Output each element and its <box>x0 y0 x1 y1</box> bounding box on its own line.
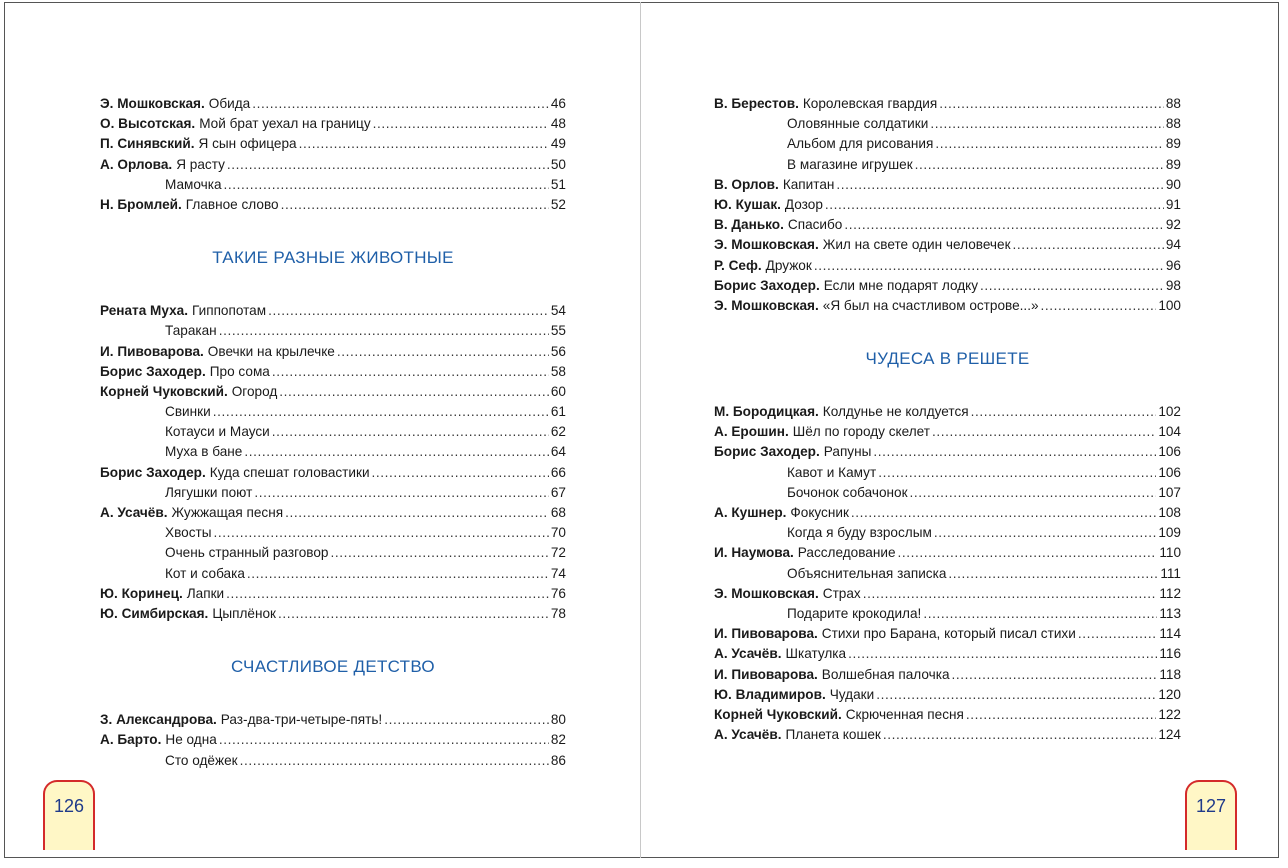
toc-entry <box>714 624 1181 644</box>
toc-title: Очень странный разговор <box>165 545 329 561</box>
toc-title: Котауси и Мауси <box>165 424 270 440</box>
toc-page-number: 110 <box>1159 545 1181 561</box>
toc-title: Огород <box>231 383 278 399</box>
toc-dot-leader <box>214 523 549 543</box>
toc-entry <box>100 382 566 402</box>
section-heading: ЧУДЕСА В РЕШЕТЕ <box>865 349 1030 369</box>
toc-entry <box>714 604 1181 624</box>
toc-entry <box>714 483 1181 503</box>
toc-author: А. Усачёв. <box>714 727 782 743</box>
toc-entry <box>714 644 1181 664</box>
toc-dot-leader <box>836 175 1163 195</box>
toc-title: Если мне подарят лодку <box>823 277 979 293</box>
toc-dot-leader <box>863 584 1158 604</box>
right-toc-column <box>714 94 1181 745</box>
toc-entry <box>100 301 566 321</box>
toc-entry <box>100 604 566 624</box>
toc-dot-leader <box>281 195 549 215</box>
toc-dot-leader <box>1078 624 1158 644</box>
toc-page-number: 64 <box>550 444 566 460</box>
toc-title: Дружок <box>765 257 812 273</box>
toc-dot-leader <box>814 256 1164 276</box>
toc-dot-leader <box>373 114 549 134</box>
toc-author: Борис Заходер. <box>100 464 206 480</box>
toc-entry <box>100 321 566 341</box>
toc-dot-leader <box>851 503 1156 523</box>
toc-author: Ю. Коринец. <box>100 585 183 601</box>
toc-page-number: 58 <box>550 363 566 379</box>
toc-author: В. Орлов. <box>714 176 779 192</box>
toc-title: Жил на свете один человечек <box>822 237 1011 253</box>
toc-dot-leader <box>910 483 1157 503</box>
toc-entry <box>100 402 566 422</box>
toc-entry <box>100 342 566 362</box>
toc-dot-leader <box>331 543 549 563</box>
toc-page-number: 78 <box>550 605 566 621</box>
toc-author: А. Усачёв. <box>714 646 782 662</box>
toc-title: Оловянные солдатики <box>787 116 929 132</box>
toc-page-number: 49 <box>550 136 566 152</box>
toc-author: И. Пивоварова. <box>714 626 818 642</box>
toc-dot-leader <box>240 751 549 771</box>
toc-entry <box>100 710 566 730</box>
toc-page-number: 76 <box>550 585 566 601</box>
toc-author: Борис Заходер. <box>714 444 820 460</box>
toc-page-number: 60 <box>550 383 566 399</box>
toc-author: А. Усачёв. <box>100 505 168 520</box>
toc-author: Ю. Владимиров. <box>714 686 826 702</box>
toc-title: Я расту <box>176 156 225 172</box>
toc-title: Сто одёжек <box>165 752 238 768</box>
toc-title: Расследование <box>797 545 896 561</box>
section-heading: ТАКИЕ РАЗНЫЕ ЖИВОТНЫЕ <box>212 248 454 268</box>
toc-page-number: 102 <box>1158 404 1181 420</box>
toc-title: Объяснительная записка <box>787 565 947 581</box>
toc-page-number: 107 <box>1158 484 1181 500</box>
toc-title: Главное слово <box>185 196 279 212</box>
toc-author: Э. Мошковская. <box>714 237 819 253</box>
toc-entry <box>714 215 1181 235</box>
toc-entry <box>100 730 566 750</box>
toc-entry <box>714 503 1181 523</box>
toc-page-number: 106 <box>1158 464 1181 480</box>
toc-entry <box>714 235 1181 255</box>
toc-entry <box>100 523 566 543</box>
toc-entry <box>714 175 1181 195</box>
toc-author: Борис Заходер. <box>714 277 820 293</box>
toc-page-number: 88 <box>1165 116 1181 132</box>
toc-page-number: 118 <box>1159 666 1181 682</box>
toc-author: Корней Чуковский. <box>714 706 842 722</box>
toc-entry <box>714 564 1181 584</box>
toc-page-number: 106 <box>1158 444 1181 460</box>
toc-page-number: 82 <box>550 732 566 748</box>
toc-page-number: 72 <box>550 545 566 561</box>
toc-dot-leader <box>252 94 549 114</box>
toc-entry <box>100 751 566 771</box>
toc-author: Ю. Симбирская. <box>100 605 209 621</box>
toc-dot-leader <box>948 564 1158 584</box>
toc-page-number: 86 <box>550 752 566 768</box>
toc-author: Корней Чуковский. <box>100 383 228 399</box>
toc-page-number: 90 <box>1165 176 1181 192</box>
toc-entry <box>714 402 1181 422</box>
toc-author: А. Барто. <box>100 732 162 748</box>
toc-dot-leader <box>372 463 549 483</box>
toc-page-number: 68 <box>550 505 566 520</box>
toc-author: Э. Мошковская. <box>714 585 819 601</box>
toc-entry <box>100 114 566 134</box>
toc-page-number: 92 <box>1165 217 1181 233</box>
toc-title: Волшебная палочка <box>821 666 950 682</box>
toc-page-number: 104 <box>1158 424 1181 440</box>
toc-page-number: 67 <box>550 484 566 500</box>
toc-entry <box>714 543 1181 563</box>
toc-dot-leader <box>244 442 549 462</box>
toc-page-number: 80 <box>550 712 566 728</box>
toc-entry <box>714 114 1181 134</box>
toc-dot-leader <box>254 483 549 503</box>
toc-dot-leader <box>384 710 549 730</box>
toc-entry <box>714 705 1181 725</box>
toc-entry <box>714 463 1181 483</box>
toc-dot-leader <box>227 155 549 175</box>
toc-page-number: 100 <box>1158 297 1181 313</box>
book-gutter <box>640 2 641 858</box>
toc-dot-leader <box>224 175 549 195</box>
toc-author: А. Кушнер. <box>714 505 787 520</box>
toc-title: Рапуны <box>823 444 872 460</box>
toc-title: Мой брат уехал на границу <box>199 116 371 132</box>
toc-dot-leader <box>883 725 1156 745</box>
toc-title: Капитан <box>782 176 835 192</box>
toc-author: Борис Заходер. <box>100 363 206 379</box>
toc-entry <box>714 296 1181 316</box>
toc-title: Колдунье не колдуется <box>822 404 969 420</box>
toc-entry <box>100 175 566 195</box>
toc-entry <box>714 725 1181 745</box>
toc-entry <box>100 155 566 175</box>
toc-page-number: 94 <box>1165 237 1181 253</box>
toc-dot-leader <box>279 382 549 402</box>
toc-entry <box>714 195 1181 215</box>
toc-page-number: 112 <box>1159 585 1181 601</box>
page-number-left: 126 <box>43 780 95 850</box>
toc-page-number: 88 <box>1165 96 1181 111</box>
toc-author: Н. Бромлей. <box>100 196 182 212</box>
toc-author: З. Александрова. <box>100 712 217 728</box>
toc-title: Королевская гвардия <box>802 96 938 111</box>
toc-page-number: 120 <box>1158 686 1181 702</box>
toc-dot-leader <box>935 134 1164 154</box>
toc-dot-leader <box>226 584 549 604</box>
toc-page-number: 74 <box>550 565 566 581</box>
toc-page-number: 122 <box>1158 706 1181 722</box>
toc-page-number: 89 <box>1165 136 1181 152</box>
toc-title: Хвосты <box>165 525 212 541</box>
toc-title: Мамочка <box>165 176 222 192</box>
toc-dot-leader <box>848 644 1157 664</box>
toc-author: Э. Мошковская. <box>100 96 205 111</box>
toc-page-number: 70 <box>550 525 566 541</box>
toc-dot-leader <box>932 422 1156 442</box>
toc-title: Цыплёнок <box>212 605 277 621</box>
toc-title: Про сома <box>209 363 270 379</box>
toc-title: Когда я буду взрослым <box>787 525 932 541</box>
toc-dot-leader <box>980 276 1164 296</box>
toc-dot-leader <box>219 730 549 750</box>
toc-author: В. Берестов. <box>714 96 799 111</box>
toc-dot-leader <box>878 463 1156 483</box>
toc-page-number: 113 <box>1159 605 1181 621</box>
toc-page-number: 124 <box>1158 727 1181 743</box>
toc-dot-leader <box>272 362 549 382</box>
toc-dot-leader <box>825 195 1164 215</box>
toc-title: Шёл по городу скелет <box>792 424 930 440</box>
toc-dot-leader <box>873 442 1156 462</box>
toc-page-number: 50 <box>550 156 566 172</box>
toc-title: Кот и собака <box>165 565 245 581</box>
toc-author: М. Бородицкая. <box>714 404 819 420</box>
toc-entry <box>100 134 566 154</box>
left-toc-column <box>100 94 566 771</box>
toc-page-number: 96 <box>1165 257 1181 273</box>
toc-entry <box>714 523 1181 543</box>
toc-title: Планета кошек <box>785 727 881 743</box>
toc-title: Альбом для рисования <box>787 136 934 152</box>
toc-page-number: 48 <box>550 116 566 132</box>
toc-title: Гиппопотам <box>192 303 267 319</box>
toc-page-number: 46 <box>550 96 566 111</box>
toc-entry <box>100 195 566 215</box>
toc-title: Свинки <box>165 404 211 420</box>
toc-title: Спасибо <box>787 217 843 233</box>
toc-dot-leader <box>285 503 549 523</box>
page-number-right: 127 <box>1185 780 1237 850</box>
toc-dot-leader <box>934 523 1156 543</box>
toc-title: Чудаки <box>829 686 875 702</box>
toc-page-number: 114 <box>1159 626 1181 642</box>
toc-entry <box>714 256 1181 276</box>
toc-author: Р. Сеф. <box>714 257 762 273</box>
toc-title: Овечки на крылечке <box>207 343 335 359</box>
toc-entry <box>100 94 566 114</box>
toc-dot-leader <box>952 665 1158 685</box>
toc-page-number: 55 <box>550 323 566 339</box>
toc-entry <box>100 422 566 442</box>
toc-entry <box>100 503 566 523</box>
toc-page-number: 111 <box>1160 565 1181 581</box>
toc-dot-leader <box>337 342 549 362</box>
toc-dot-leader <box>930 114 1164 134</box>
toc-entry <box>714 276 1181 296</box>
toc-entry <box>714 422 1181 442</box>
toc-dot-leader <box>1041 296 1157 316</box>
toc-title: Шкатулка <box>785 646 847 662</box>
toc-author: И. Наумова. <box>714 545 794 561</box>
toc-title: Страх <box>822 585 861 601</box>
toc-title: Стихи про Барана, который писал стихи <box>821 626 1076 642</box>
toc-dot-leader <box>923 604 1157 624</box>
toc-title: Муха в бане <box>165 444 243 460</box>
toc-entry <box>714 155 1181 175</box>
toc-title: Таракан <box>165 323 217 339</box>
toc-entry <box>100 463 566 483</box>
toc-dot-leader <box>278 604 549 624</box>
toc-title: Лягушки поют <box>165 484 253 500</box>
toc-title: Подарите крокодила! <box>787 605 922 621</box>
toc-author: В. Данько. <box>714 217 784 233</box>
section-heading: СЧАСТЛИВОЕ ДЕТСТВО <box>231 657 435 677</box>
toc-dot-leader <box>844 215 1164 235</box>
toc-entry <box>714 94 1181 114</box>
toc-title: Лапки <box>186 585 225 601</box>
toc-entry <box>714 665 1181 685</box>
toc-author: А. Орлова. <box>100 156 173 172</box>
toc-author: И. Пивоварова. <box>100 343 204 359</box>
toc-title: Бочонок собачонок <box>787 484 908 500</box>
toc-page-number: 51 <box>550 176 566 192</box>
toc-title: Я сын офицера <box>198 136 297 152</box>
toc-author: А. Ерошин. <box>714 424 789 440</box>
toc-entry <box>714 685 1181 705</box>
toc-title: Фокусник <box>790 505 849 520</box>
toc-page-number: 66 <box>550 464 566 480</box>
toc-title: В магазине игрушек <box>787 156 913 172</box>
toc-title: Дозор <box>784 196 823 212</box>
toc-title: Обида <box>208 96 251 111</box>
toc-entry <box>100 483 566 503</box>
toc-title: Скрюченная песня <box>845 706 964 722</box>
toc-dot-leader <box>966 705 1156 725</box>
toc-author: О. Высотская. <box>100 116 196 132</box>
toc-dot-leader <box>213 402 549 422</box>
toc-entry <box>100 564 566 584</box>
toc-title: «Я был на счастливом острове...» <box>822 297 1039 313</box>
toc-title: Жужжащая песня <box>171 505 284 520</box>
toc-author: Ю. Кушак. <box>714 196 781 212</box>
toc-dot-leader <box>219 321 549 341</box>
toc-dot-leader <box>898 543 1158 563</box>
toc-title: Куда спешат головастики <box>209 464 370 480</box>
toc-dot-leader <box>299 134 549 154</box>
toc-title: Раз-два-три-четыре-пять! <box>220 712 383 728</box>
toc-entry <box>100 584 566 604</box>
toc-page-number: 56 <box>550 343 566 359</box>
toc-page-number: 108 <box>1158 505 1181 520</box>
toc-page-number: 116 <box>1159 646 1181 662</box>
toc-entry <box>714 442 1181 462</box>
toc-entry <box>714 134 1181 154</box>
toc-page-number: 54 <box>550 303 566 319</box>
toc-dot-leader <box>272 422 549 442</box>
toc-author: П. Синявский. <box>100 136 195 152</box>
toc-page-number: 89 <box>1165 156 1181 172</box>
toc-page-number: 98 <box>1165 277 1181 293</box>
toc-title: Кавот и Камут <box>787 464 877 480</box>
toc-dot-leader <box>247 564 549 584</box>
toc-page-number: 61 <box>550 404 566 420</box>
toc-author: И. Пивоварова. <box>714 666 818 682</box>
toc-page-number: 62 <box>550 424 566 440</box>
toc-entry <box>714 584 1181 604</box>
toc-dot-leader <box>268 301 549 321</box>
toc-dot-leader <box>1013 235 1164 255</box>
toc-page-number: 109 <box>1158 525 1181 541</box>
toc-dot-leader <box>876 685 1156 705</box>
toc-page-number: 52 <box>550 196 566 212</box>
toc-dot-leader <box>971 402 1157 422</box>
toc-page-number: 91 <box>1165 196 1181 212</box>
toc-title: Не одна <box>165 732 217 748</box>
toc-dot-leader <box>915 155 1164 175</box>
toc-dot-leader <box>939 94 1164 114</box>
toc-author: Э. Мошковская. <box>714 297 819 313</box>
toc-entry <box>100 543 566 563</box>
toc-entry <box>100 362 566 382</box>
toc-entry <box>100 442 566 462</box>
toc-author: Рената Муха. <box>100 303 189 319</box>
